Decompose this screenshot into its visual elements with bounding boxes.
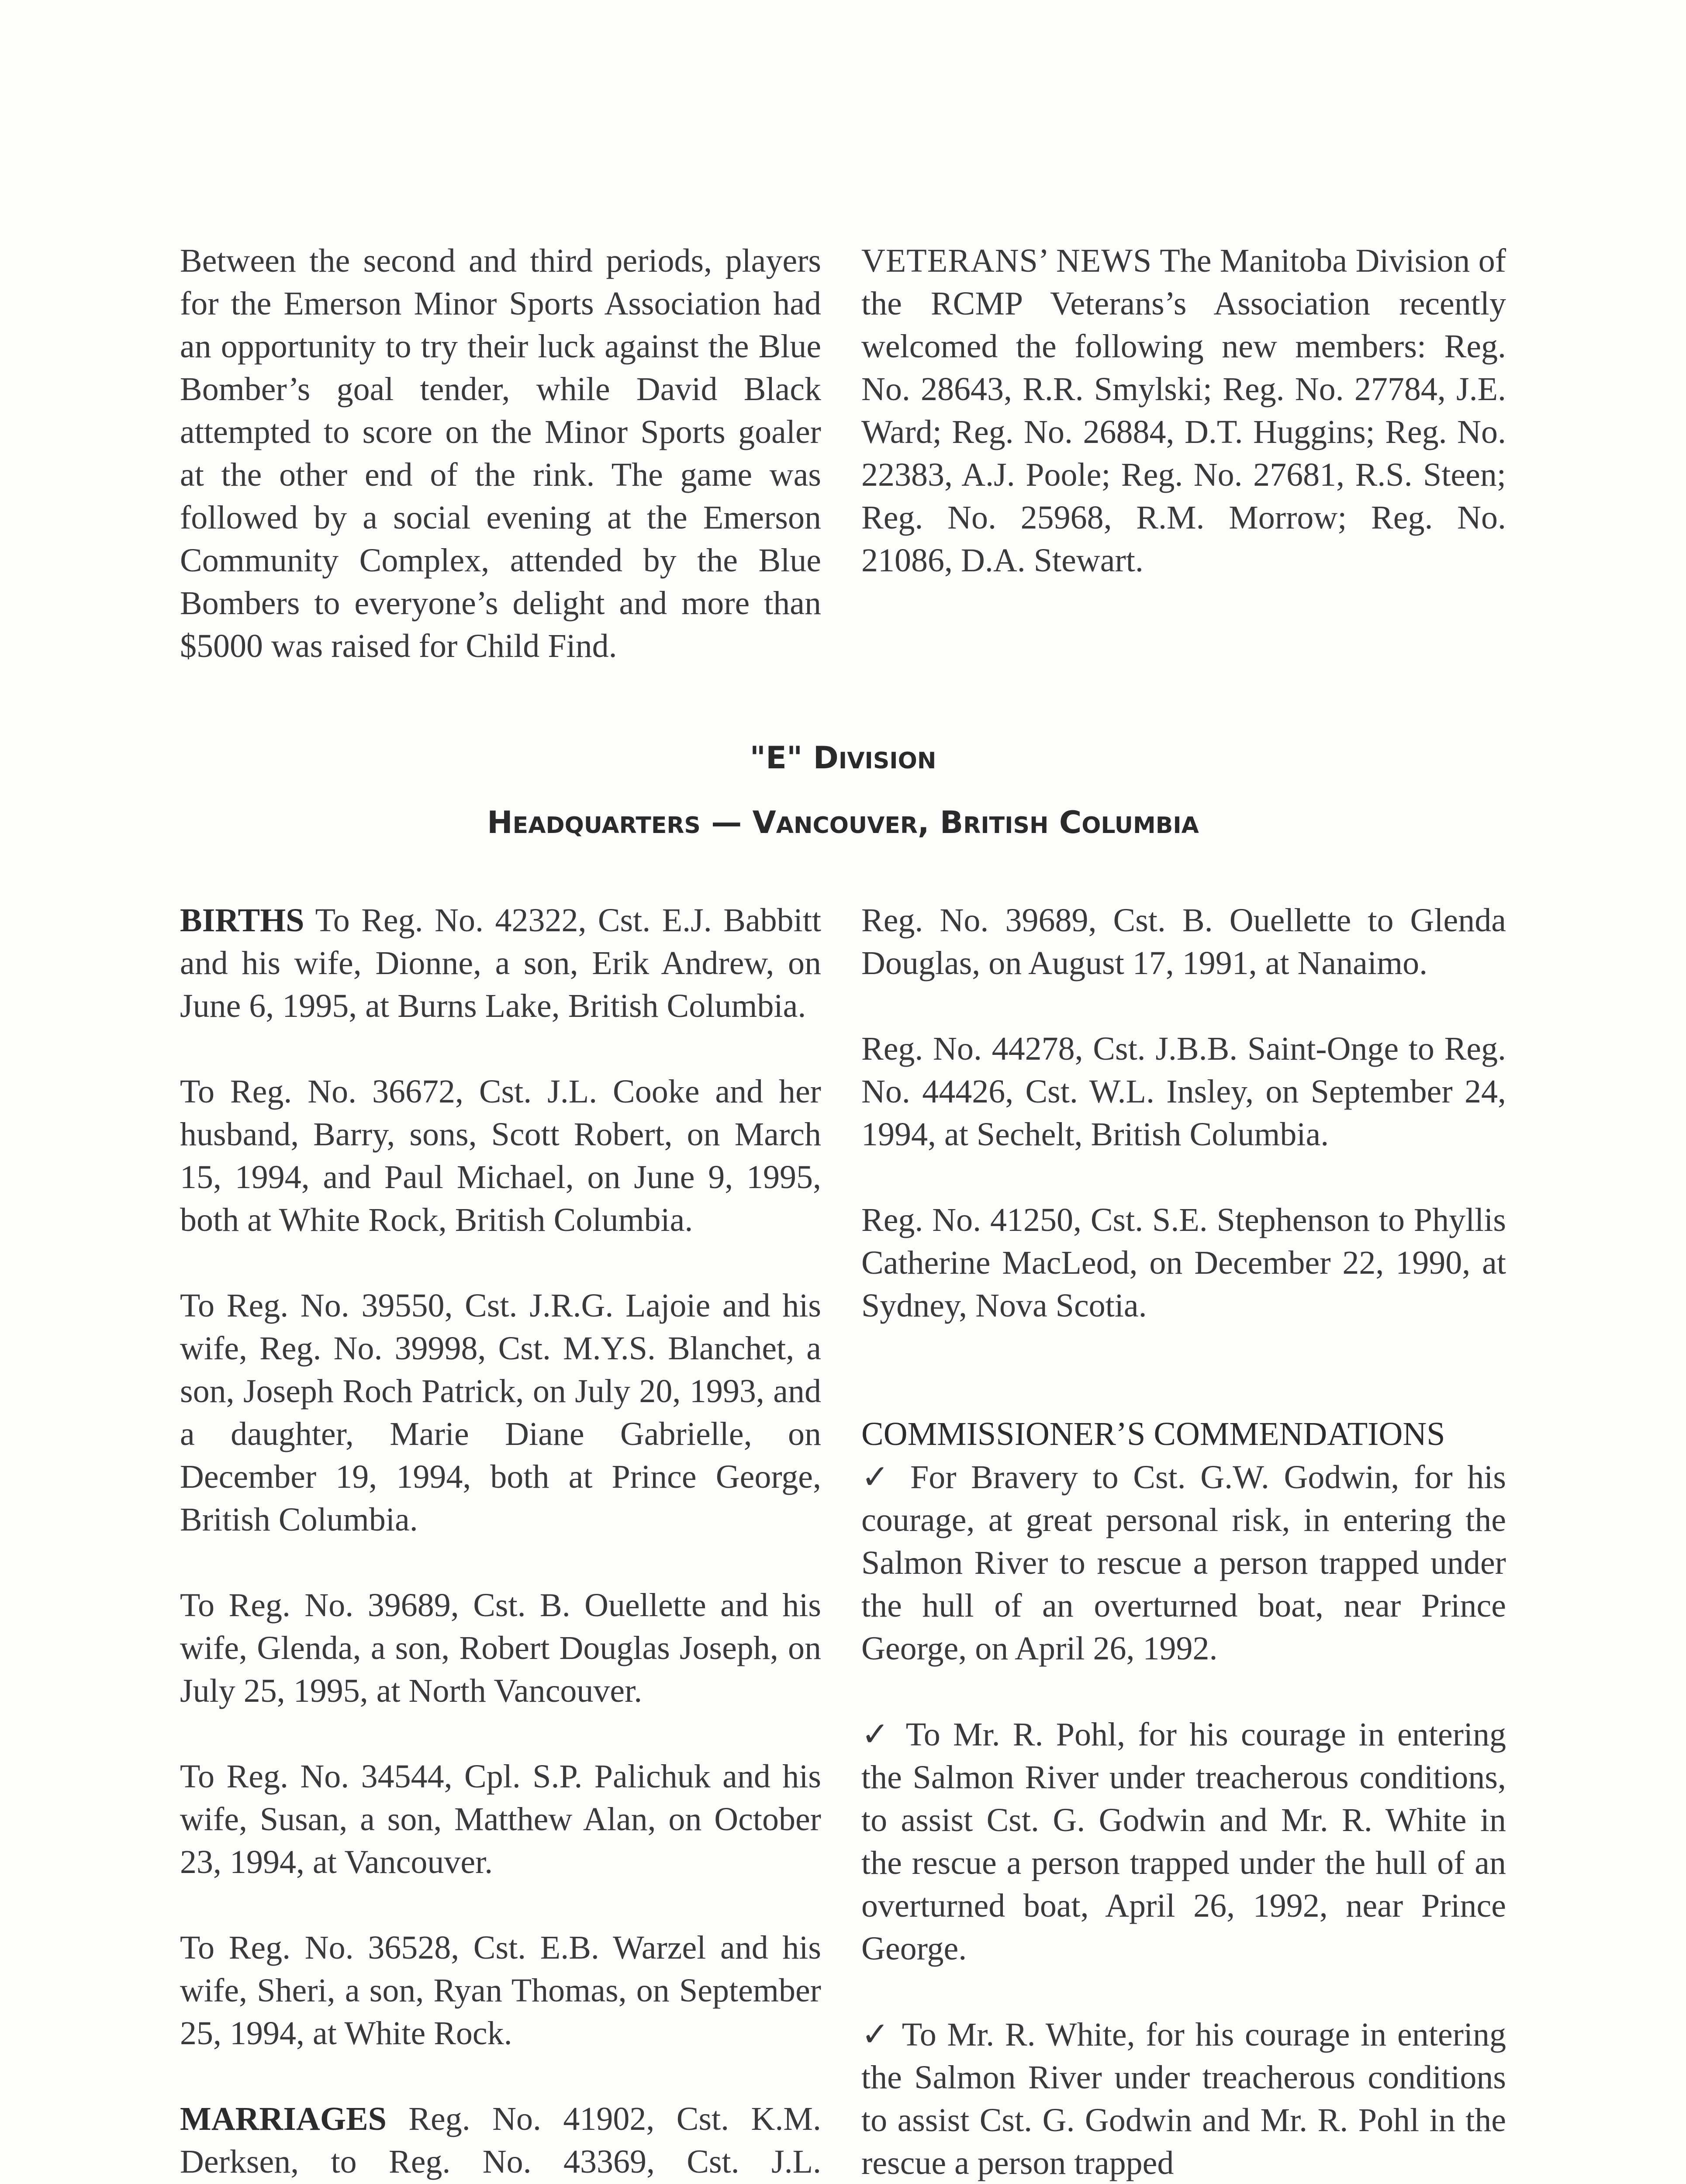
births-entry: BIRTHS To Reg. No. 42322, Cst. E.J. Babbitt and his wife, Dionne, a son, Erik Andrew, on June 6, 1995, at Burns Lake, British Columbia. xyxy=(180,902,821,1024)
births-entry: To Reg. No. 36672, Cst. J.L. Cooke and her husband, Barry, sons, Scott Robert, on March 15, 1994, and Paul Michael, on June 9, 1995, both at White Rock, British Columbia. xyxy=(180,1073,821,1238)
division-heading xyxy=(0,738,1686,845)
births-entry: To Reg. No. 39550, Cst. J.R.G. Lajoie and his wife, Reg. No. 39998, Cst. M.Y.S. Blanchet, a son, Joseph Roch Patrick, on July 20, 1993, and a daughter, Marie Diane Gabrielle, on December 19, 1994, both at Prince George, British Columbia. xyxy=(180,1287,821,1538)
left-column xyxy=(180,899,821,2184)
commendations-heading: COMMISSIONER’S COMMENDATIONS xyxy=(861,1416,1445,1452)
veterans-news-heading: VETERANS’ NEWS xyxy=(861,242,1152,279)
checkmark-icon: ✓ xyxy=(861,1457,896,1496)
births-entry: To Reg. No. 39689, Cst. B. Ouellette and his wife, Glenda, a son, Robert Douglas Joseph, on July 25, 1995, at North Vancouver. xyxy=(180,1587,821,1709)
top-right-column xyxy=(861,239,1506,582)
emerson-paragraph: Between the second and third periods, players for the Emerson Minor Sports Association had an opportunity to try their luck against the Blue Bomber’s goal tender, while David Black attempted to score on the Minor Sports goaler at the other end of the rink. The game was followed by a social evening at the Emerson Community Complex, attended by the Blue Bombers to everyone’s delight and more than $5000 was raised for Child Find. xyxy=(180,242,821,664)
marriages-entry: Reg. No. 39689, Cst. B. Ouellette to Glenda Douglas, on August 17, 1991, at Nanaimo. xyxy=(861,902,1506,981)
veterans-news-paragraph xyxy=(861,239,1506,582)
checkmark-icon: ✓ xyxy=(861,1714,894,1753)
commendation-entry: ✓ To Mr. R. Pohl, for his courage in entering the Salmon River under treacherous conditions, to assist Cst. G. Godwin and Mr. R. White in the rescue a person trapped under the hull of an overturned boat, April 26, 1992, near Prince George. xyxy=(861,1714,1506,1967)
veterans-news-text: The Manitoba Division of the RCMP Veterans’s Association recently welcomed the following new members: Reg. No. 28643, R.R. Smylski; Reg. No. 27784, J.E. Ward; Reg. No. 26884, D.T. Huggins; Reg. No. 22383, A.J. Poole; Reg. No. 27681, R.S. Steen; Reg. No. 25968, R.M. Morrow; Reg. No. 21086, D.A. Stewart. xyxy=(861,242,1506,579)
checkmark-icon: ✓ xyxy=(861,2015,892,2053)
marriages-entry: Reg. No. 44278, Cst. J.B.B. Saint-Onge to Reg. No. 44426, Cst. W.L. Insley, on September 24, 1994, at Sechelt, British Columbia. xyxy=(861,1030,1506,1153)
births-heading: BIRTHS xyxy=(180,902,304,939)
marriages-entry: Reg. No. 41250, Cst. S.E. Stephenson to Phyllis Catherine MacLeod, on December 22, 1990, at Sydney, Nova Scotia. xyxy=(861,1202,1506,1324)
marriages-heading: MARRIAGES xyxy=(180,2101,387,2137)
top-left-column xyxy=(180,239,821,667)
births-entry: To Reg. No. 36528, Cst. E.B. Warzel and his wife, Sheri, a son, Ryan Thomas, on September 25, 1994, at White Rock. xyxy=(180,1929,821,2052)
commendation-entry: ✓ For Bravery to Cst. G.W. Godwin, for his courage, at great personal risk, in entering the Salmon River to rescue a person trapped under the hull of an overturned boat, near Prince George, on April 26, 1992. xyxy=(861,1457,1506,1667)
headquarters-line: HEADQUARTERS — VANCOUVER, BRITISH COLUMBIA xyxy=(487,805,1199,840)
births-entry: To Reg. No. 34544, Cpl. S.P. Palichuk and his wife, Susan, a son, Matthew Alan, on October 23, 1994, at Vancouver. xyxy=(180,1758,821,1880)
commendation-entry: ✓ To Mr. R. White, for his courage in entering the Salmon River under treacherous conditions to assist Cst. G. Godwin and Mr. R. Pohl in the rescue a person trapped xyxy=(861,2015,1506,2181)
right-column xyxy=(861,899,1506,2184)
division-title: "E" DIVISION xyxy=(750,740,936,776)
marriages-entry: MARRIAGES Reg. No. 41902, Cst. K.M. Derksen, to Reg. No. 43369, Cst. J.L. xyxy=(180,2101,821,2180)
